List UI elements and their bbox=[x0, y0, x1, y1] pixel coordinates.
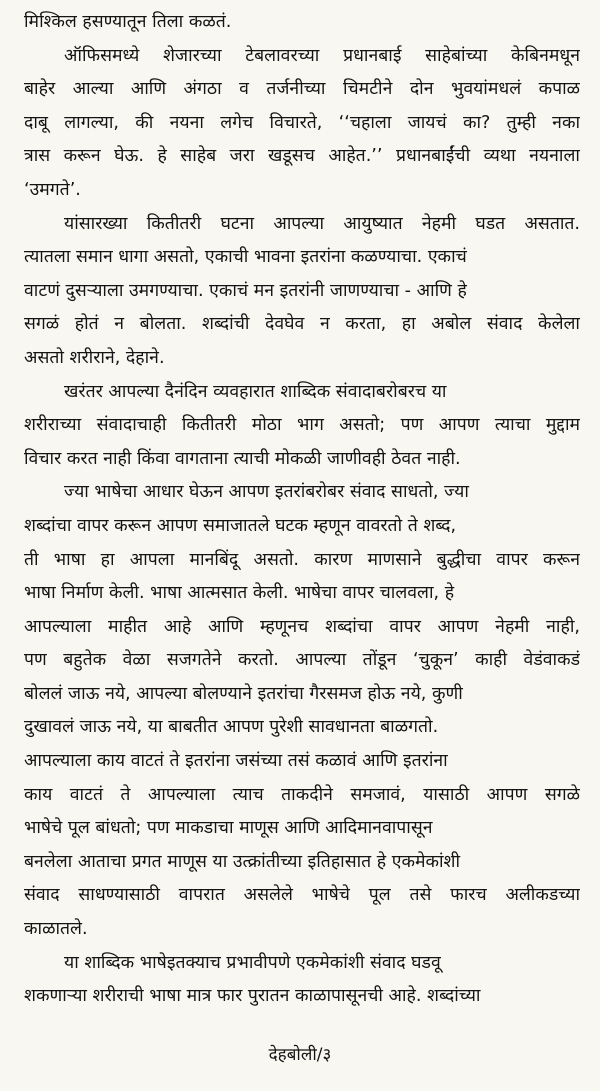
text-line: ‘उमगते’. bbox=[24, 179, 81, 200]
text-line: त्रास करून घेऊ. हे साहेब जरा खडूसच आहेत.’’ प्रधानबाईंची व्यथा नयनाला bbox=[24, 146, 580, 167]
text-line: आपल्याला काय वाटतं ते इतरांना जसंच्या तसं कळावं आणि इतरांना bbox=[24, 751, 448, 772]
text-line: मिश्किल हसण्यातून तिला कळतं. bbox=[24, 12, 232, 32]
text-line: काय वाटतं ते आपल्याला त्याच ताकदीने समजावं, यासाठी आपण सगळे bbox=[24, 784, 580, 805]
text-line: बनलेला आताचा प्रगत माणूस या उत्क्रांतीच्या इतिहासात हे एकमेकांशी bbox=[24, 851, 461, 872]
text-line: बोललं जाऊ नये, आपल्या बोलण्याने इतरांचा गैरसमज होऊ नये, कुणी bbox=[24, 683, 463, 704]
text-line: शकणाऱ्या शरीराची भाषा मात्र फार पुरातन काळापासूनची आहे. शब्दांच्या bbox=[24, 986, 481, 1007]
text-line: आपल्याला माहीत आहे आणि म्हणूनच शब्दांचा वापर आपण नेहमी नाही, bbox=[24, 616, 580, 637]
text-line: असतो शरीराने, देहाने. bbox=[24, 347, 165, 368]
text-line: या शाब्दिक भाषेइतक्याच प्रभावीपणे एकमेकांशी संवाद घडवू bbox=[64, 952, 441, 973]
text-line: सगळं होतं न बोलता. शब्दांची देवघेव न करता, हा अबोल संवाद केलेला bbox=[24, 314, 580, 335]
text-line: दुखावलं जाऊ नये, या बाबतीत आपण पुरेशी सावधानता बाळगतो. bbox=[24, 717, 439, 738]
text-line: काळातले. bbox=[24, 919, 88, 940]
text-line: भाषा निर्माण केली. भाषा आत्मसात केली. भाषेचा वापर चालवला, हे bbox=[24, 583, 455, 604]
text-line: विचार करत नाही किंवा वागताना त्याची मोकळी जाणीवही ठेवत नाही. bbox=[24, 448, 461, 469]
page-footer-number: देहबोली/३ bbox=[268, 1045, 332, 1065]
text-line: ऑफिसमध्ये शेजारच्या टेबलावरच्या प्रधानबाई साहेबांच्या केबिनमधून bbox=[64, 45, 580, 66]
text-line: बाहेर आल्या आणि अंगठा व तर्जनीच्या चिमटीने दोन भुवयांमधलं कपाळ bbox=[24, 79, 580, 100]
text-line: ती भाषा हा आपला मानबिंदू असतो. कारण माणसाने बुद्धीचा वापर करून bbox=[24, 549, 580, 570]
page-body-text bbox=[24, 6, 580, 1014]
text-line: भाषेचे पूल बांधतो; पण माकडाचा माणूस आणि आदिमानवापासून bbox=[24, 818, 433, 839]
text-line: संवाद साधण्यासाठी वापरात असलेले भाषेचे पूल तसे फारच अलीकडच्या bbox=[24, 885, 580, 906]
text-line: त्यातला समान धागा असतो, एकाची भावना इतरांना कळण्याचा. एकाचं bbox=[24, 247, 467, 268]
text-line: पण बहुतेक वेळा सजगतेने करतो. आपल्या तोंडून ‘चुकून’ काही वेडंवाकडं bbox=[24, 650, 580, 671]
text-line: दाबू लागल्या, की नयना लगेच विचारते, ‘‘चहाला जायचं का? तुम्ही नका bbox=[24, 112, 580, 133]
text-line: शरीराच्या संवादाचाही कितीतरी मोठा भाग असतो; पण आपण त्याचा मुद्दाम bbox=[24, 415, 580, 436]
text-line: वाटणं दुसऱ्याला उमगण्याचा. एकाचं मन इतरांनी जाणण्याचा - आणि हे bbox=[24, 280, 467, 301]
text-line: यांसारख्या कितीतरी घटना आपल्या आयुष्यात नेहमी घडत असतात. bbox=[64, 213, 580, 234]
text-line: ज्या भाषेचा आधार घेऊन आपण इतरांबरोबर संवाद साधतो, ज्या bbox=[64, 482, 469, 503]
text-line: खरंतर आपल्या दैनंदिन व्यवहारात शाब्दिक संवादाबरोबरच या bbox=[64, 381, 447, 402]
text-line: शब्दांचा वापर करून आपण समाजातले घटक म्हणून वावरतो ते शब्द, bbox=[24, 515, 457, 536]
